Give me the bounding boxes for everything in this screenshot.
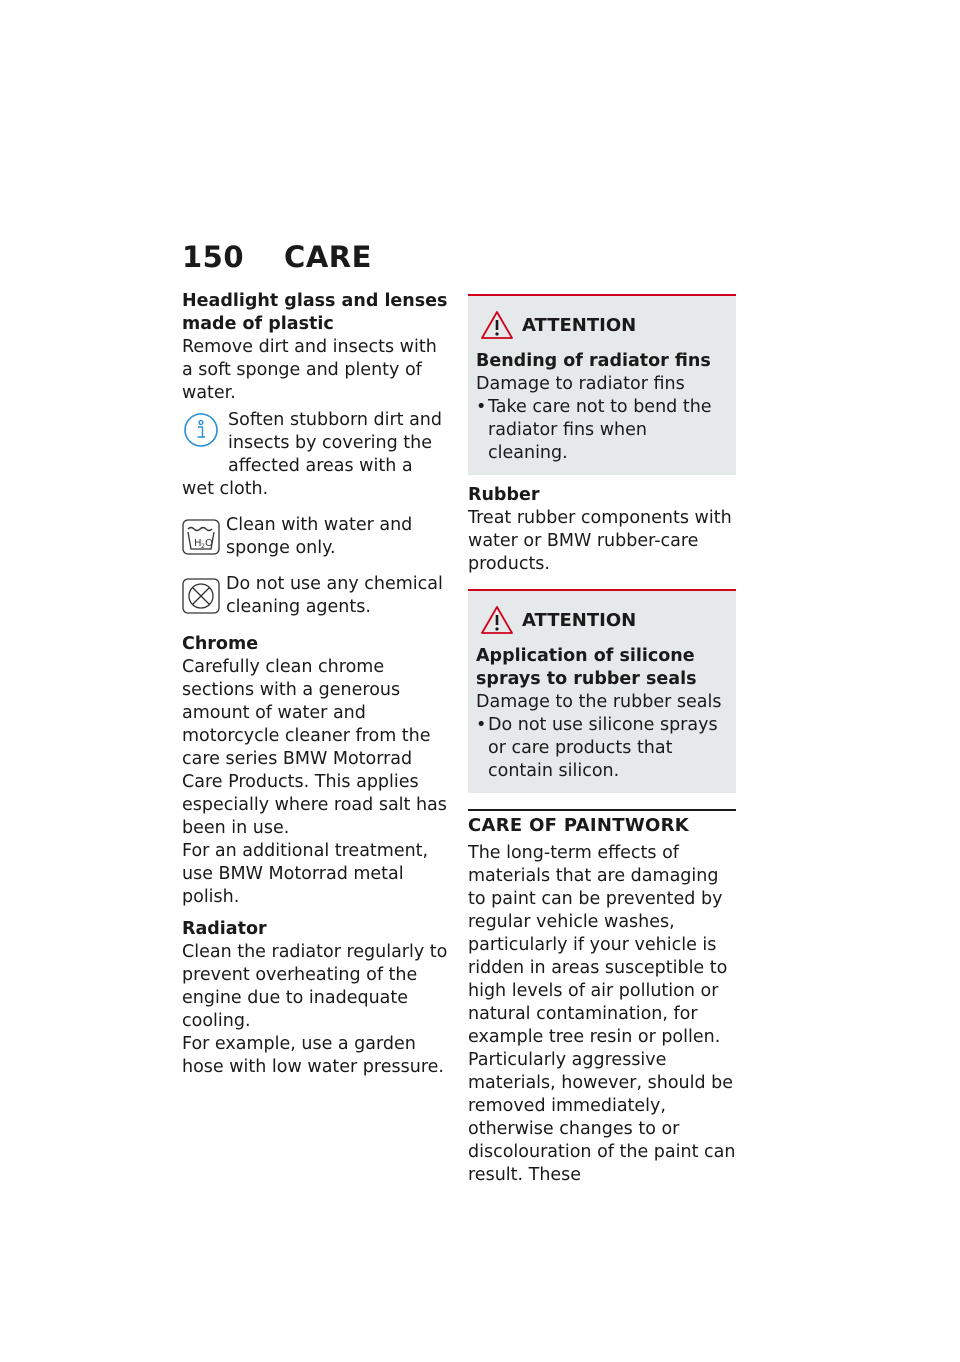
water-note-text: Clean with water and sponge only. [226,515,413,558]
paintwork-text-1: The long-term effects of materials that are damaging to paint can be prevented by regular vehicle washes, particularly if your vehicle is ridden in areas susceptible to high levels of air pollution or natural contamination, for example tree resin or pollen. [468,843,728,1047]
attention-bullet: • Do not use silicone sprays or care products that contain silicon. [476,715,718,781]
attention-bullet-text: Do not use silicone sprays or care products that contain silicon. [488,715,718,781]
headlight-text: Remove dirt and insects with a soft sponge and plenty of water. [182,337,437,403]
radiator-text-2: For example, use a garden hose with low water pressure. [182,1034,444,1077]
attention-title: Application of silicone sprays to rubber seals [476,646,697,689]
water-note [182,514,450,560]
info-icon [182,411,220,456]
water-sponge-icon [182,518,220,563]
chemical-note-text: Do not use any chemical cleaning agents. [226,574,443,617]
svg-text:O: O [205,538,213,549]
attention-bullet: • Take care not to bend the radiator fins when cleaning. [476,397,712,463]
warning-triangle-icon [480,310,514,340]
radiator-heading: Radiator [182,919,267,939]
svg-text:H: H [194,538,202,549]
warning-triangle-icon [480,605,514,635]
attention-label: ATTENTION [522,609,637,631]
attention-title: Bending of radiator fins [476,351,711,371]
chrome-heading: Chrome [182,634,259,654]
chrome-text-1: Carefully clean chrome sections with a generous amount of water and motorcycle cleaner from the care series BMW Motorrad Care Products. This applies especially where road salt has been in use. [182,657,447,838]
right-column [468,290,736,1187]
paintwork-text-2: Particularly aggressive materials, however, should be removed immediately, otherwise changes to or discolouration of the paint can result. These [468,1050,736,1185]
rubber-text: Treat rubber components with water or BMW rubber-care products. [468,508,732,574]
info-note-text: Soften stubborn dirt and insects by covering the affected areas with a wet cloth. [182,410,442,499]
attention-desc: Damage to the rubber seals [476,692,722,712]
no-chemical-icon [182,577,220,622]
page-header [182,240,372,274]
chapter-title: CARE [284,240,372,274]
attention-box-silicone [468,589,736,793]
chrome-text-2: For an additional treatment, use BMW Motorrad metal polish. [182,841,429,907]
info-note [182,409,450,501]
page-number: 150 [182,240,245,274]
svg-text:2: 2 [201,543,205,550]
section-title-paintwork: CARE OF PAINTWORK [468,809,736,837]
attention-box-radiator [468,294,736,475]
left-column [182,290,450,1079]
radiator-text-1: Clean the radiator regularly to prevent overheating of the engine due to inadequate cooling. [182,942,448,1031]
attention-bullet-text: Take care not to bend the radiator fins when cleaning. [488,397,712,463]
attention-heading [480,605,728,635]
headlight-heading: Headlight glass and lenses made of plastic [182,291,448,334]
chemical-note [182,573,450,619]
attention-label: ATTENTION [522,314,637,336]
rubber-heading: Rubber [468,485,540,505]
attention-heading [480,310,728,340]
attention-desc: Damage to radiator fins [476,374,685,394]
